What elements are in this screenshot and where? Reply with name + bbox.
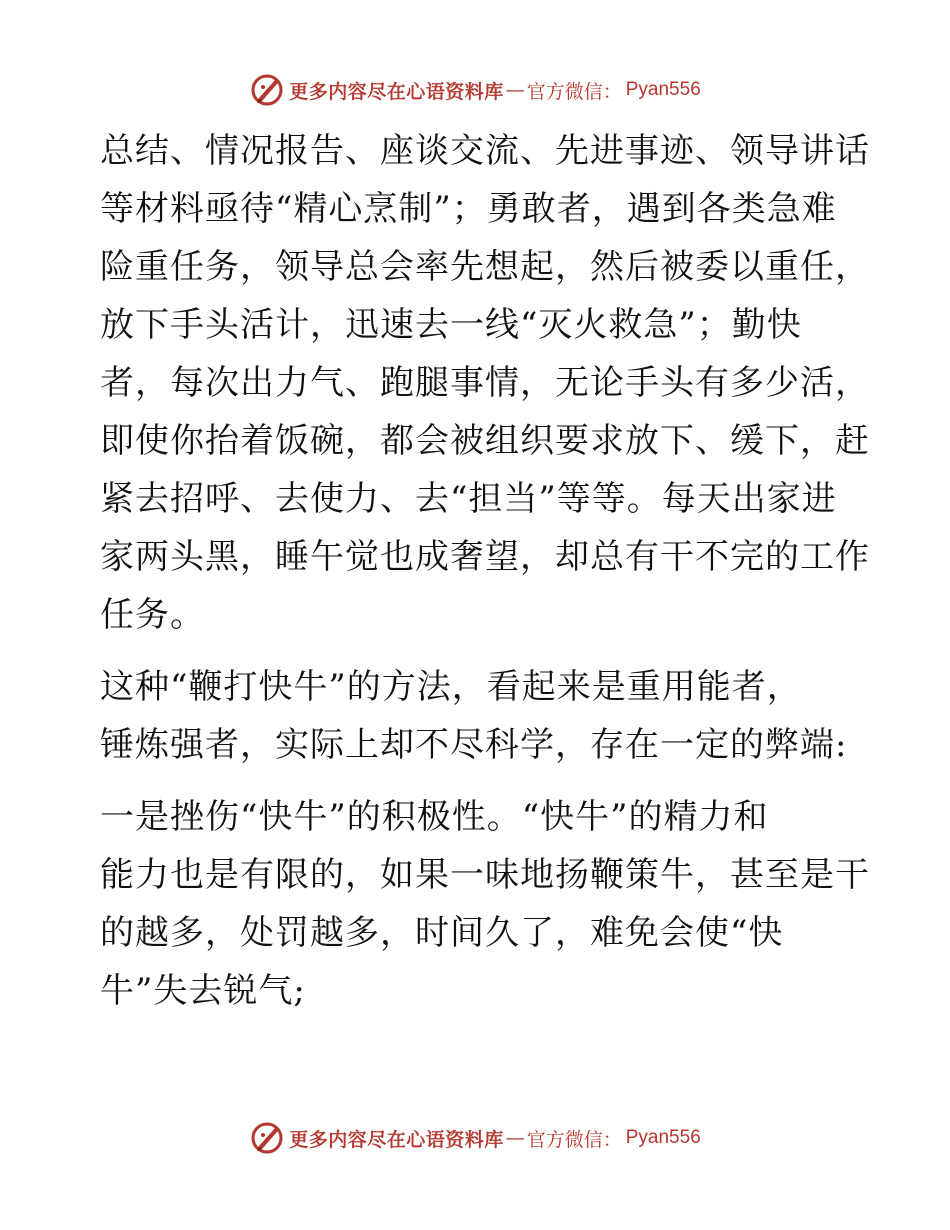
header-wechat-label: 官方微信： xyxy=(526,80,622,103)
text-line: 任务。 xyxy=(100,595,205,635)
text-line: 能力也是有限的，如果一味地扬鞭策牛，甚至是干 xyxy=(100,855,870,895)
paragraph-1 xyxy=(100,122,870,644)
text-line: 锤炼强者，实际上却不尽科学，存在一定的弊端: xyxy=(100,725,848,765)
paragraph-3 xyxy=(100,788,870,1020)
footer-wechat-id: Pyan556 xyxy=(625,1127,701,1148)
footer-dash: — xyxy=(505,1127,525,1149)
footer-wechat-label: 官方微信： xyxy=(526,1128,622,1151)
document-body xyxy=(100,122,870,1020)
paragraph-gap xyxy=(100,644,860,658)
text-line: 总结、情况报告、座谈交流、先进事迹、领导讲话 xyxy=(100,131,870,171)
text-line: 等材料亟待“精心烹制”；勇敢者，遇到各类急难 xyxy=(100,189,837,229)
paragraph-2 xyxy=(100,658,860,774)
text-line: 的越多，处罚越多，时间久了，难免会使“快 xyxy=(100,913,784,953)
pen-logo-icon xyxy=(249,1120,285,1156)
text-line: 家两头黑，睡午觉也成奢望，却总有干不完的工作 xyxy=(100,537,870,577)
paragraph-gap xyxy=(100,774,860,788)
pen-logo-icon xyxy=(249,72,285,108)
header-wechat-id: Pyan556 xyxy=(625,79,701,100)
text-line: 者，每次出力气、跑腿事情，无论手头有多少活， xyxy=(100,363,870,403)
text-line: 险重任务，领导总会率先想起，然后被委以重任， xyxy=(100,247,870,287)
text-line: 一是挫伤“快牛”的积极性。“快牛”的精力和 xyxy=(100,797,769,837)
text-line: 即使你抬着饭碗，都会被组织要求放下、缓下，赶 xyxy=(100,421,870,461)
text-line: 这种“鞭打快牛”的方法，看起来是重用能者， xyxy=(100,667,802,707)
footer-banner xyxy=(0,1118,950,1158)
text-line: 放下手头活计，迅速去一线“灭火救急”；勤快 xyxy=(100,305,802,345)
header-banner xyxy=(0,70,950,110)
header-site-name: 更多内容尽在心语资料库 xyxy=(289,80,504,103)
text-line: 紧去招呼、去使力、去“担当”等等。每天出家进 xyxy=(100,479,837,519)
footer-site-name: 更多内容尽在心语资料库 xyxy=(289,1128,504,1151)
header-dash: — xyxy=(505,79,525,101)
text-line: 牛”失去锐气; xyxy=(100,971,306,1011)
